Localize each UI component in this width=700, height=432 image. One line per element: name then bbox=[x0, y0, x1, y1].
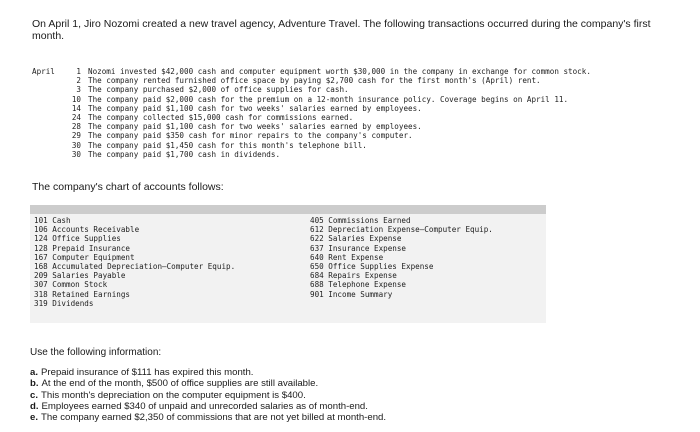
transaction-row bbox=[32, 131, 682, 140]
info-item-letter: c. bbox=[30, 389, 39, 401]
info-item-text: This month's depreciation on the computer equipment is $400. bbox=[41, 389, 306, 401]
account-entry: 637 Insurance Expense bbox=[310, 243, 407, 253]
account-entry: 167 Computer Equipment bbox=[34, 252, 135, 262]
account-entry: 405 Commissions Earned bbox=[310, 216, 411, 225]
account-entry: 101 Cash bbox=[34, 216, 71, 225]
transaction-day: 14 bbox=[71, 103, 81, 113]
transaction-row bbox=[32, 150, 682, 159]
chart-of-accounts-table bbox=[30, 205, 546, 323]
transaction-row bbox=[32, 67, 682, 76]
info-item bbox=[30, 378, 670, 389]
account-entry: 640 Rent Expense bbox=[310, 252, 384, 262]
transaction-text: The company paid $1,450 cash for this month's telephone bill. bbox=[88, 140, 367, 150]
info-item-text: The company earned $2,350 of commissions that are not yet billed at month-end. bbox=[41, 412, 387, 424]
transaction-text: The company paid $1,100 cash for two weeks' salaries earned by employees. bbox=[88, 122, 422, 132]
transaction-day: 2 bbox=[76, 76, 81, 86]
account-entry: 901 Income Summary bbox=[310, 289, 393, 299]
account-entry: 684 Repairs Expense bbox=[310, 271, 397, 281]
account-entry: 128 Prepaid Insurance bbox=[34, 243, 131, 253]
accounts-left-column bbox=[34, 216, 235, 308]
transactions-month: April bbox=[32, 67, 55, 76]
account-entry: 650 Office Supplies Expense bbox=[310, 262, 434, 272]
account-entry: 124 Office Supplies bbox=[34, 234, 121, 244]
transaction-text: Nozomi invested $42,000 cash and computer equipment worth $30,000 in the company in exchange for common stock. bbox=[88, 67, 591, 76]
account-entry: 106 Accounts Receivable bbox=[34, 225, 140, 235]
transaction-day: 29 bbox=[71, 131, 81, 141]
transaction-day: 30 bbox=[71, 140, 81, 150]
transaction-day: 28 bbox=[71, 122, 81, 132]
transaction-row bbox=[32, 113, 682, 122]
account-entry: 209 Salaries Payable bbox=[34, 271, 126, 281]
transaction-day: 3 bbox=[76, 85, 81, 95]
transaction-text: The company rented furnished office space by paying $2,700 cash for the first month's (April) rent. bbox=[88, 76, 541, 86]
account-entry: 688 Telephone Expense bbox=[310, 280, 407, 290]
adjustment-info-list bbox=[30, 367, 670, 423]
intro-paragraph: On April 1, Jiro Nozomi created a new travel agency, Adventure Travel. The following transactions occurred during the company's first month. bbox=[32, 18, 651, 42]
info-item-letter: d. bbox=[30, 400, 39, 412]
table-header-bar bbox=[30, 205, 546, 214]
account-entry: 318 Retained Earnings bbox=[34, 289, 131, 299]
info-item bbox=[30, 401, 670, 412]
info-item-letter: e. bbox=[30, 412, 39, 424]
accounts-right-column bbox=[310, 216, 493, 299]
account-entry: 319 Dividends bbox=[34, 298, 94, 308]
info-item-text: At the end of the month, $500 of office supplies are still available. bbox=[41, 378, 319, 390]
transaction-day: 24 bbox=[71, 113, 81, 123]
transaction-text: The company paid $1,100 cash for two weeks' salaries earned by employees. bbox=[88, 103, 422, 113]
chart-of-accounts-heading: The company's chart of accounts follows: bbox=[32, 181, 224, 193]
transaction-day: 1 bbox=[76, 67, 81, 76]
account-entry: 622 Salaries Expense bbox=[310, 234, 402, 244]
info-item bbox=[30, 367, 670, 378]
account-entry: 307 Common Stock bbox=[34, 280, 108, 290]
info-item-letter: a. bbox=[30, 367, 39, 378]
transaction-row bbox=[32, 104, 682, 113]
info-item-text: Employees earned $340 of unpaid and unrecorded salaries as of month-end. bbox=[41, 400, 368, 412]
account-entry: 612 Depreciation Expense—Computer Equip. bbox=[310, 225, 493, 235]
transaction-text: The company paid $2,000 cash for the premium on a 12-month insurance policy. Coverage begins on April 11. bbox=[88, 94, 569, 104]
transaction-text: The company paid $350 cash for minor repairs to the company's computer. bbox=[88, 131, 413, 141]
info-item bbox=[30, 390, 670, 401]
info-heading: Use the following information: bbox=[30, 347, 162, 358]
transactions-list bbox=[32, 67, 682, 159]
account-entry: 168 Accumulated Depreciation—Computer Equip. bbox=[34, 262, 236, 272]
transaction-day: 10 bbox=[71, 94, 81, 104]
transaction-text: The company paid $1,700 cash in dividends. bbox=[88, 149, 281, 159]
transaction-day: 30 bbox=[71, 149, 81, 159]
info-item-letter: b. bbox=[30, 378, 39, 390]
transaction-row bbox=[32, 76, 682, 85]
transaction-text: The company collected $15,000 cash for commissions earned. bbox=[88, 113, 354, 123]
transaction-row bbox=[32, 95, 682, 104]
info-item bbox=[30, 412, 670, 423]
transaction-row bbox=[32, 85, 682, 94]
info-item-text: Prepaid insurance of $111 has expired this month. bbox=[41, 367, 254, 378]
transaction-row bbox=[32, 141, 682, 150]
transaction-row bbox=[32, 122, 682, 131]
transaction-text: The company purchased $2,000 of office supplies for cash. bbox=[88, 85, 349, 95]
